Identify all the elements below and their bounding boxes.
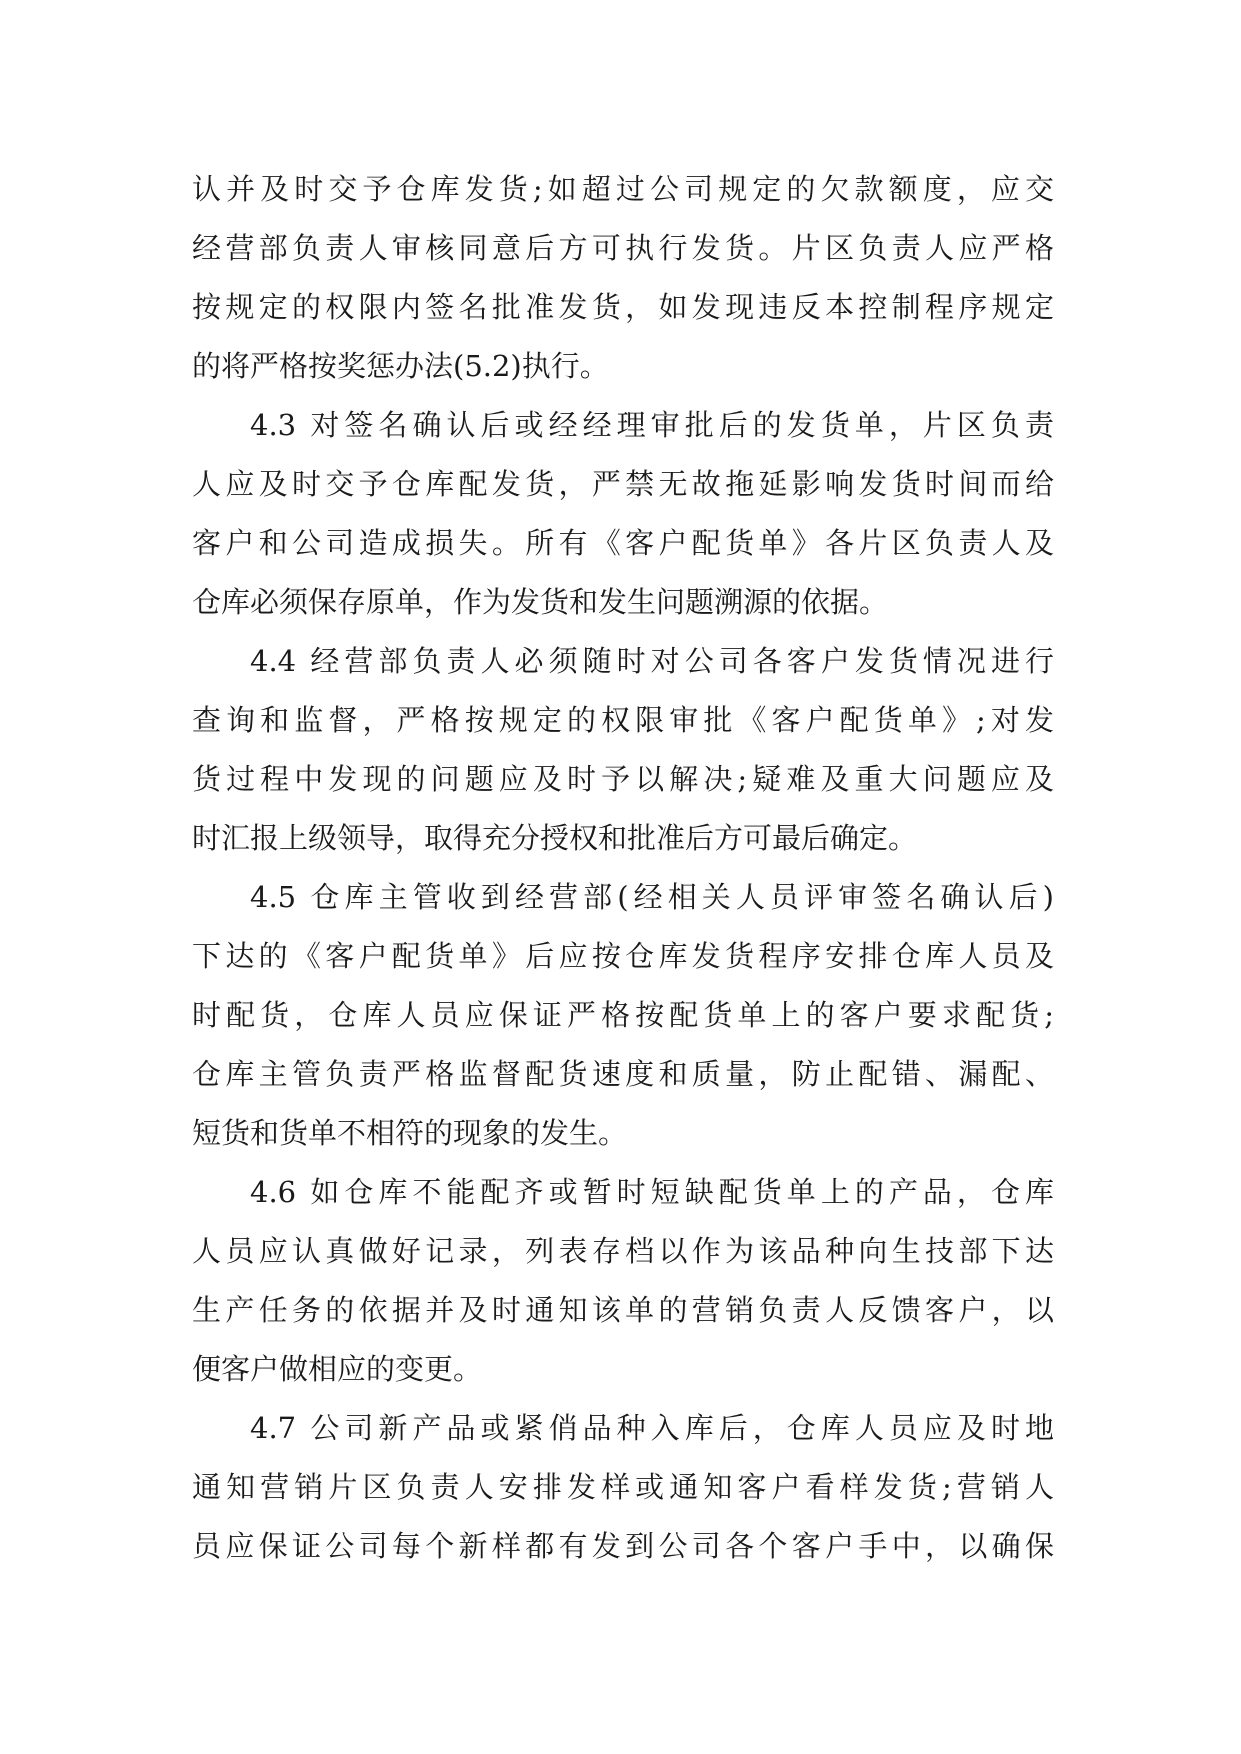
text-line: 仓库主管负责严格监督配货速度和质量，防止配错、漏配、	[192, 1057, 1054, 1091]
text-line: 4.5 仓库主管收到经营部(经相关人员评审签名确认后)	[250, 880, 1054, 914]
text-line: 认并及时交予仓库发货;如超过公司规定的欠款额度，应交	[192, 172, 1054, 206]
text-line: 仓库必须保存原单，作为发货和发生问题溯源的依据。	[192, 585, 889, 619]
text-line: 的将严格按奖惩办法(5.2)执行。	[192, 349, 609, 383]
text-line: 人员应认真做好记录，列表存档以作为该品种向生技部下达	[192, 1234, 1054, 1268]
text-line: 通知营销片区负责人安排发样或通知客户看样发货;营销人	[192, 1470, 1054, 1504]
text-line: 客户和公司造成损失。所有《客户配货单》各片区负责人及	[192, 526, 1054, 560]
document-body	[192, 160, 1054, 1576]
text-line: 生产任务的依据并及时通知该单的营销负责人反馈客户，以	[192, 1293, 1054, 1327]
text-line: 查询和监督，严格按规定的权限审批《客户配货单》;对发	[192, 703, 1054, 737]
text-line: 时汇报上级领导，取得充分授权和批准后方可最后确定。	[192, 821, 918, 855]
text-line: 短货和货单不相符的现象的发生。	[192, 1116, 628, 1150]
text-line: 按规定的权限内签名批准发货，如发现违反本控制程序规定	[192, 290, 1054, 324]
text-line: 时配货，仓库人员应保证严格按配货单上的客户要求配货;	[192, 998, 1054, 1032]
text-line: 便客户做相应的变更。	[192, 1352, 483, 1386]
text-line: 员应保证公司每个新样都有发到公司各个客户手中，以确保	[192, 1529, 1054, 1563]
text-line: 货过程中发现的问题应及时予以解决;疑难及重大问题应及	[192, 762, 1054, 796]
text-line: 经营部负责人审核同意后方可执行发货。片区负责人应严格	[192, 231, 1054, 265]
text-line: 4.6 如仓库不能配齐或暂时短缺配货单上的产品，仓库	[250, 1175, 1054, 1209]
text-line: 4.7 公司新产品或紧俏品种入库后，仓库人员应及时地	[250, 1411, 1054, 1445]
text-line: 4.3 对签名确认后或经经理审批后的发货单，片区负责	[250, 408, 1054, 442]
text-line: 下达的《客户配货单》后应按仓库发货程序安排仓库人员及	[192, 939, 1054, 973]
text-line: 4.4 经营部负责人必须随时对公司各客户发货情况进行	[250, 644, 1054, 678]
text-line: 人应及时交予仓库配发货，严禁无故拖延影响发货时间而给	[192, 467, 1054, 501]
